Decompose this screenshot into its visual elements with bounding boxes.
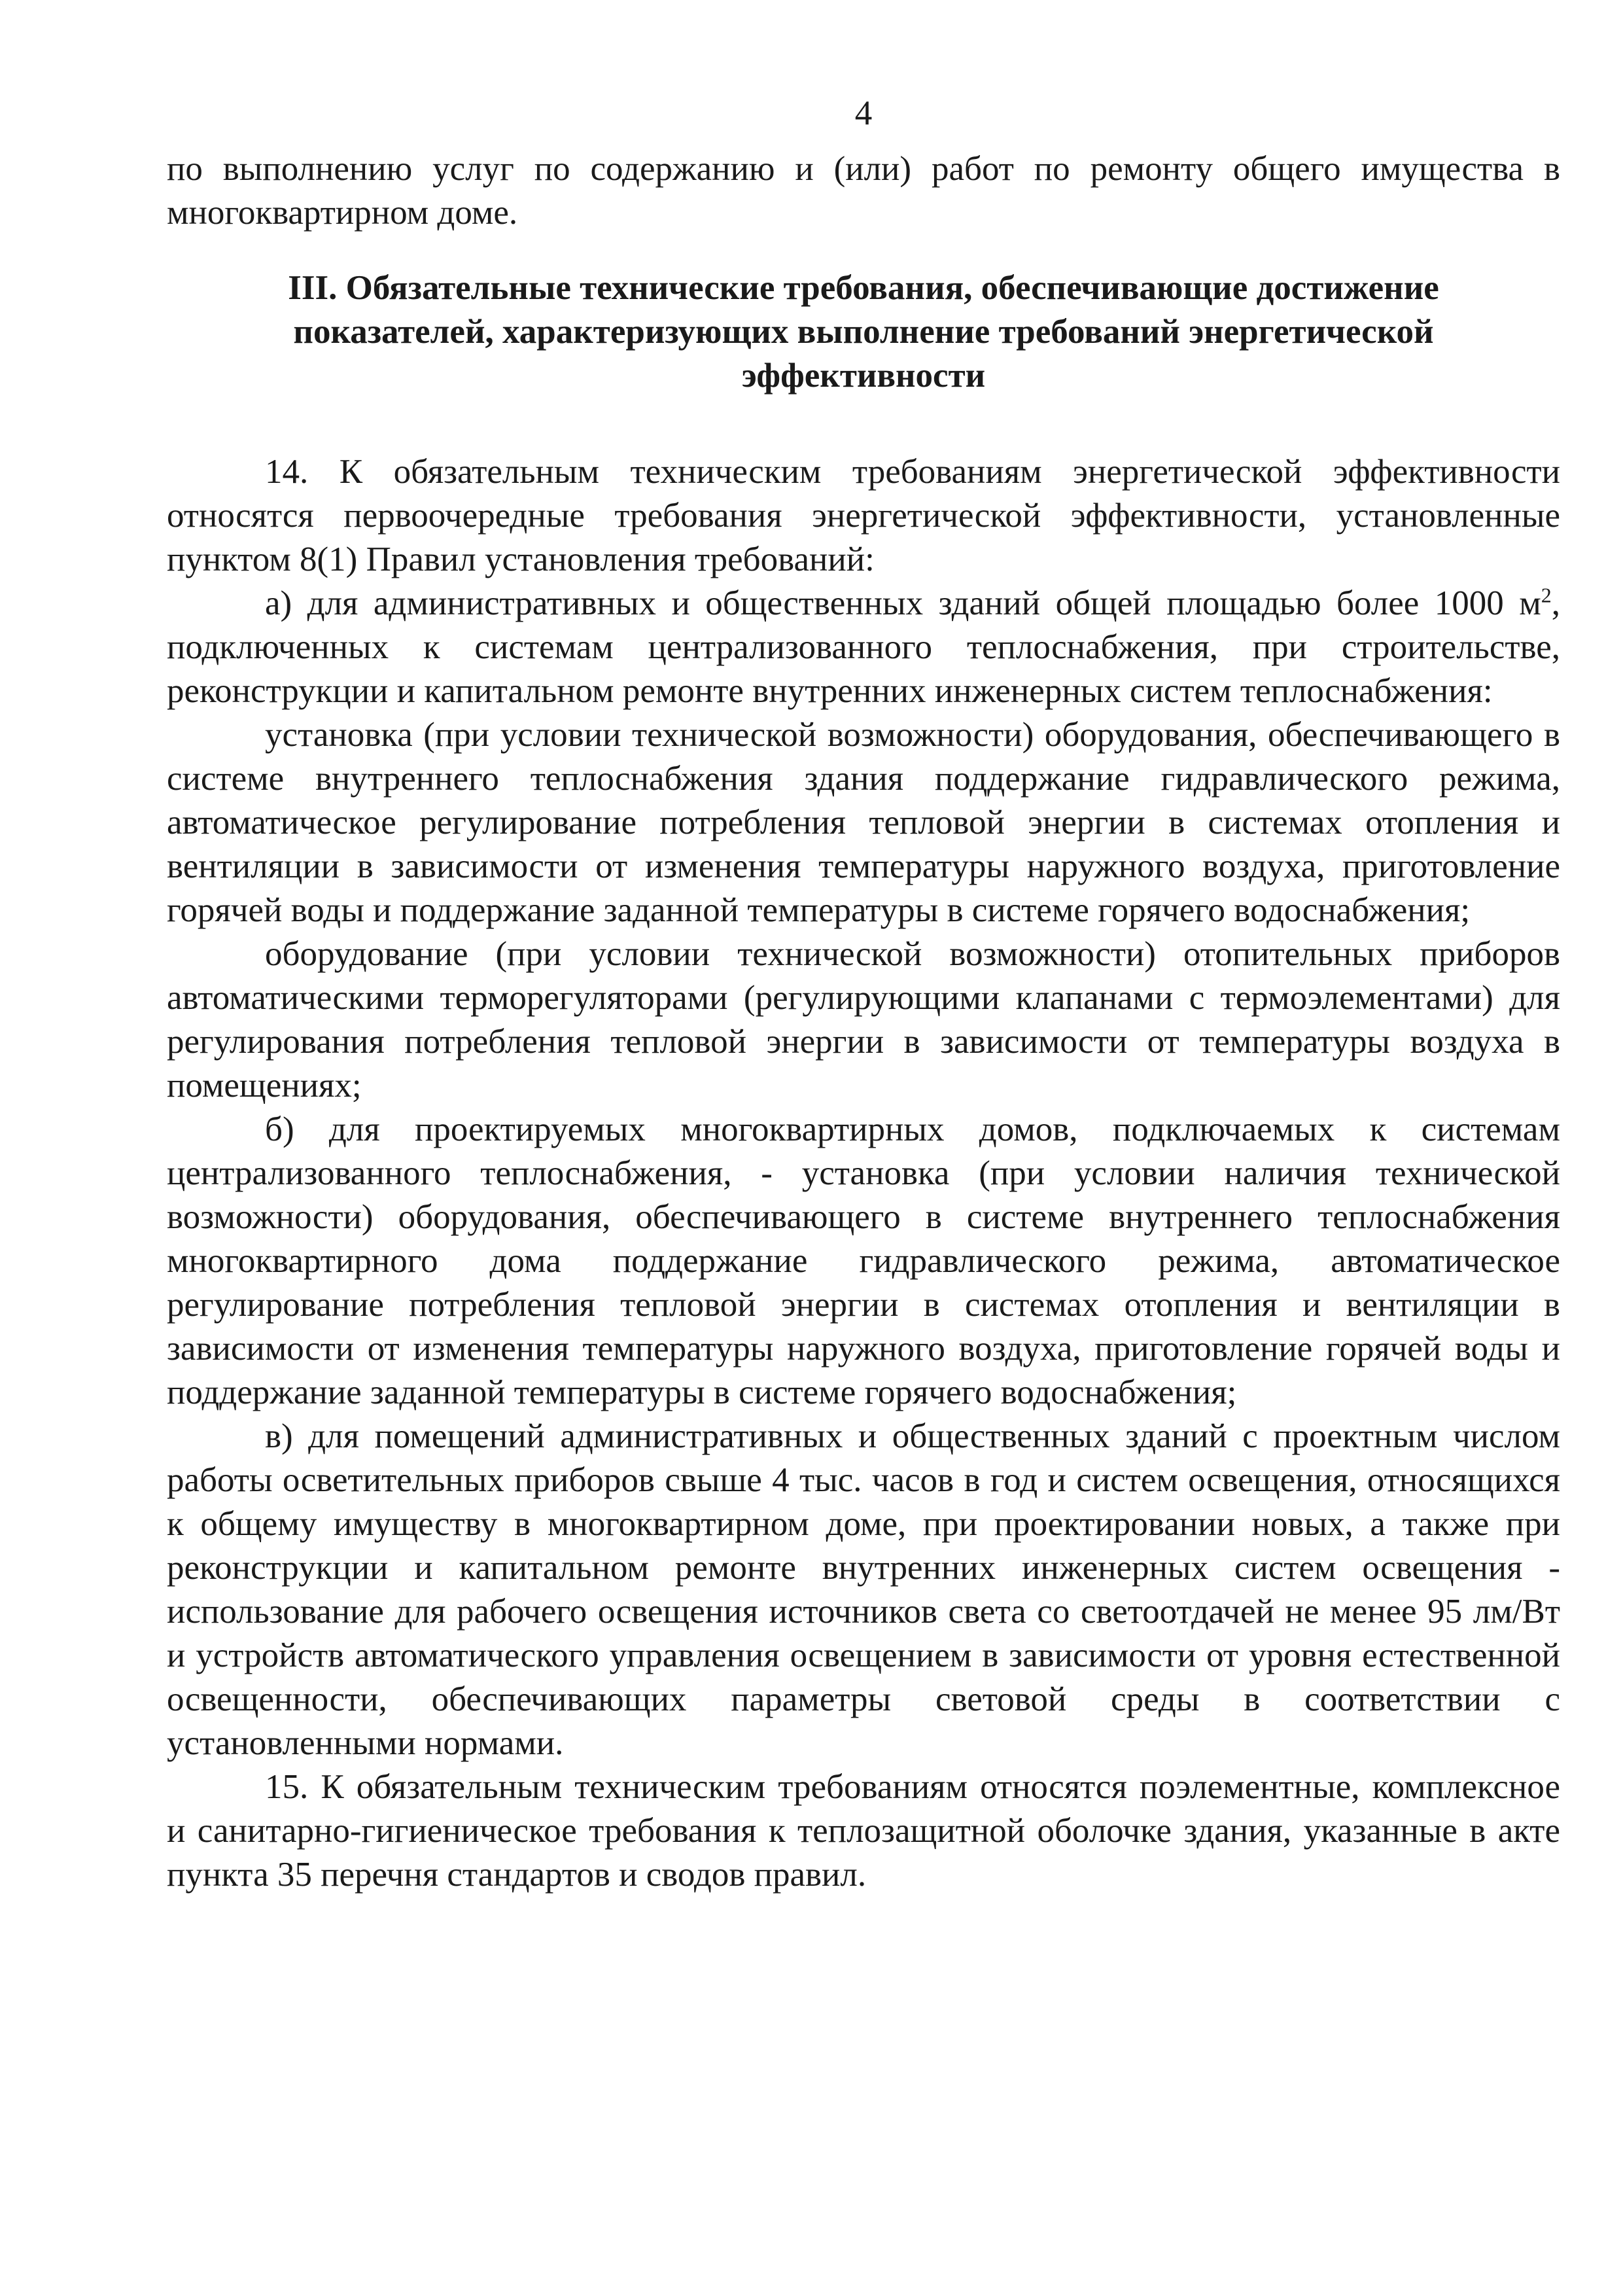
paragraph-14a-item-1: установка (при условии технической возможности) оборудования, обеспечивающего в системе внутреннего теплоснабжения здания поддержание гидравлического режима, автоматическое регулирование потребления тепловой энергии в системах отопления и вентиляции в зависимости от изменения температуры наружного воздуха, приготовление горячей воды и поддержание заданной температуры в системе горячего водоснабжения; — [167, 716, 1560, 929]
paragraph-14v: в) для помещений административных и общественных зданий с проектным числом работы осветительных приборов свыше 4 тыс. часов в год и систем освещения, относящихся к общему имуществу в многоквартирном доме, при проектировании новых, а также при реконструкции и капитальном ремонте внутренних инженерных систем освещения - использование для рабочего освещения источников света со светоотдачей не менее 95 лм/Вт и устройств автоматического управления освещением в зависимости от уровня естественной освещенности, обеспечивающих параметры световой среды в соответствии с установленными нормами. — [167, 1417, 1560, 1762]
paragraph-14b: б) для проектируемых многоквартирных домов, подключаемых к системам централизованного теплоснабжения, - установка (при условии наличия технической возможности) оборудования, обеспечивающего в системе внутреннего теплоснабжения многоквартирного дома поддержание гидравлического режима, автоматическое регулирование потребления тепловой энергии в системах отопления и вентиляции в зависимости от изменения температуры наружного воздуха, приготовление горячей воды и поддержание заданной температуры в системе горячего водоснабжения; — [167, 1110, 1560, 1411]
intro-paragraph: по выполнению услуг по содержанию и (или) работ по ремонту общего имущества в многоквартирном доме. — [167, 150, 1560, 232]
section-heading: III. Обязательные технические требования, обеспечивающие достижение показателей, характеризующих выполнение требований энергетической эффективности — [288, 269, 1439, 395]
paragraph-14a-item-2: оборудование (при условии технической возможности) отопительных приборов автоматическими терморегуляторами (регулирующими клапанами с термоэлементами) для регулирования потребления тепловой энергии в зависимости от температуры воздуха в помещениях; — [167, 935, 1560, 1104]
paragraph-14: 14. К обязательным техническим требованиям энергетической эффективности относятся первоочередные требования энергетической эффективности, установленные пунктом 8(1) Правил установления требований: — [167, 453, 1560, 578]
page-number: 4 — [854, 94, 873, 132]
superscript-2: 2 — [1541, 583, 1552, 607]
paragraph-14a — [167, 582, 1560, 713]
paragraph-15: 15. К обязательным техническим требованиям относятся поэлементные, комплексное и санитарно-гигиеническое требования к теплозащитной оболочке здания, указанные в акте пункта 35 перечня стандартов и сводов правил. — [167, 1768, 1560, 1894]
paragraph-14a-text-start: а) для административных и общественных зданий общей площадью более 1000 м — [265, 584, 1541, 622]
paragraph-14a-text-end: , подключенных к системам централизованного теплоснабжения, при строительстве, реконструкции и капитальном ремонте внутренних инженерных систем теплоснабжения: — [167, 584, 1560, 710]
document-page — [167, 92, 1560, 1897]
